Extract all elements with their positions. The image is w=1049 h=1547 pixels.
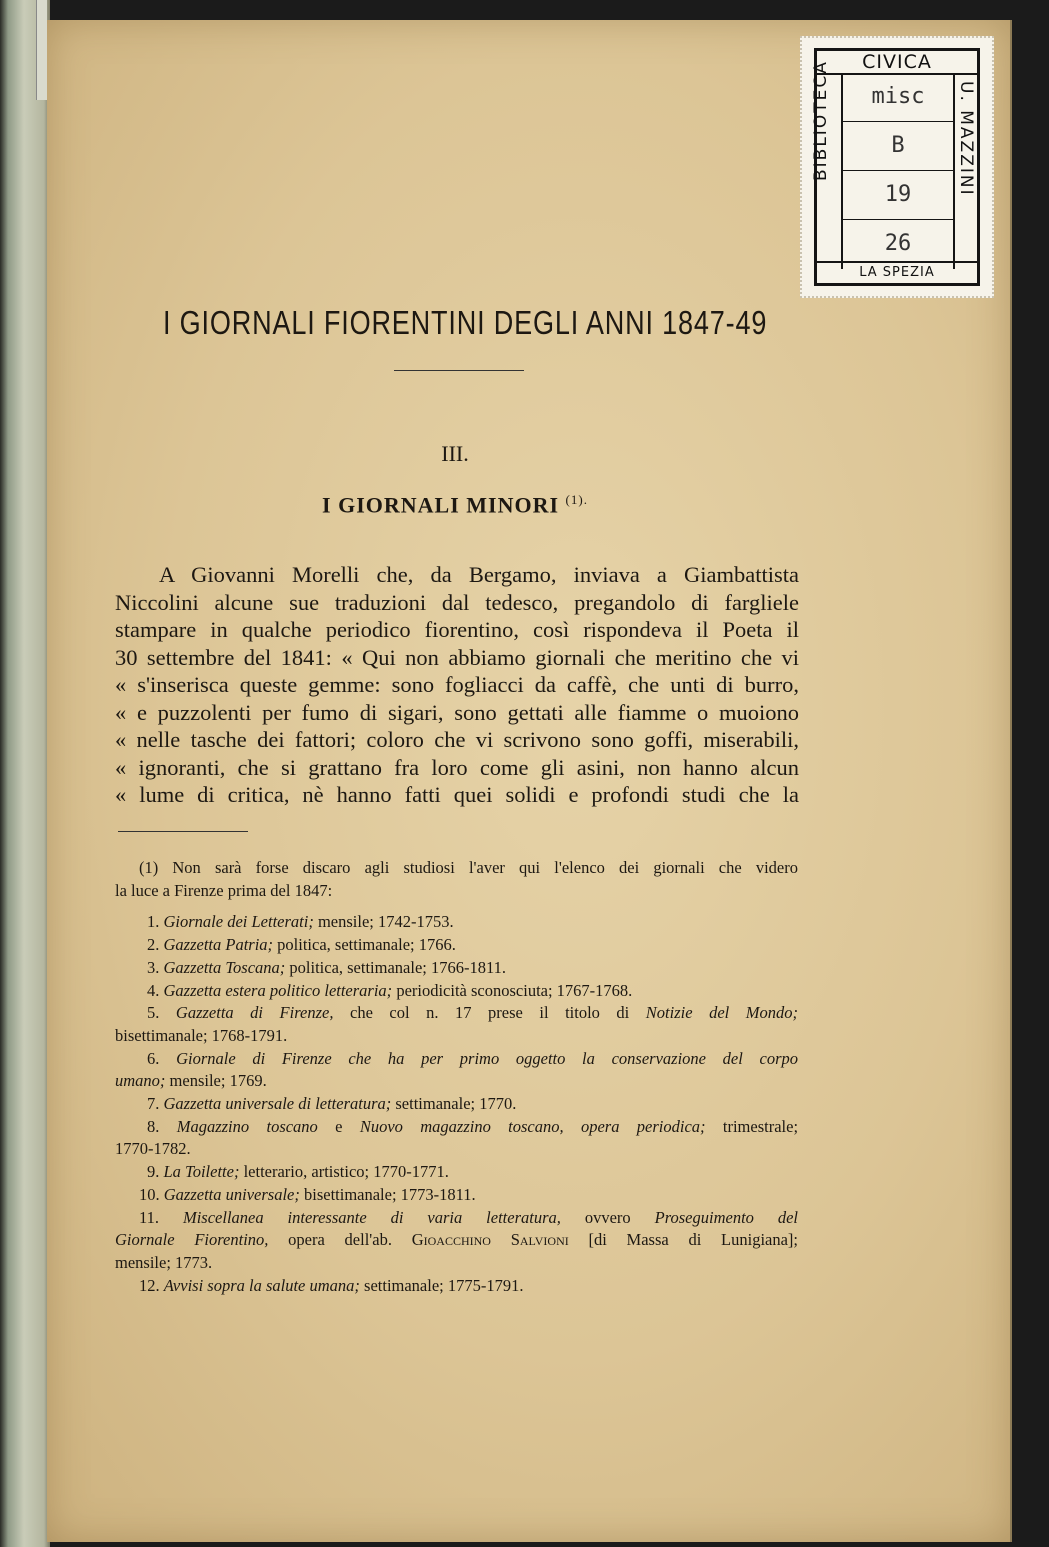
footnote-item bbox=[115, 1207, 798, 1230]
body-line: « lume di critica, nè hanno fatti quei solidi e profondi studi che la bbox=[115, 782, 799, 807]
item-details: mensile; 1742-1753. bbox=[313, 912, 454, 932]
footnote-item-continuation: mensile; 1773. bbox=[115, 1252, 213, 1272]
footnote-item bbox=[115, 1184, 798, 1207]
item-details: ovvero bbox=[560, 1207, 655, 1227]
item-title: Nuovo magazzino toscano, opera periodica; bbox=[359, 1116, 706, 1136]
body-line: 30 settembre del 1841: « Qui non abbiamo giornali che meritino che vi bbox=[115, 644, 799, 670]
item-details: e bbox=[317, 1116, 360, 1136]
page-title: I GIORNALI FIORENTINI DEGLI ANNI 1847-49 bbox=[163, 304, 768, 341]
item-title: Magazzino toscano bbox=[176, 1116, 318, 1136]
spine-label-strip bbox=[36, 0, 47, 100]
footnote-item bbox=[115, 1002, 798, 1025]
item-number: 12. bbox=[139, 1275, 160, 1295]
item-number: 1. bbox=[147, 912, 160, 932]
body-line: « s'inserisca queste gemme: sono fogliacci da caffè, che unti di burro, bbox=[115, 672, 799, 697]
item-details: periodicità sconosciuta; 1767-1768. bbox=[392, 980, 633, 1000]
stamp-biblioteca: BIBLIOTECA bbox=[811, 60, 831, 181]
item-details: politica, settimanale; 1766. bbox=[273, 935, 456, 955]
item-title: Notizie del Mondo; bbox=[645, 1003, 799, 1023]
item-title: Gazzetta universale di letteratura; bbox=[163, 1094, 392, 1114]
item-title: Gazzetta universale; bbox=[163, 1184, 300, 1204]
part-number: III. bbox=[441, 441, 469, 466]
footnote-item-continuation: 1770-1782. bbox=[115, 1139, 191, 1159]
item-title: umano; bbox=[115, 1071, 166, 1091]
book-spine bbox=[0, 0, 50, 1547]
footnote-item bbox=[115, 957, 798, 980]
item-title: Avvisi sopra la salute umana; bbox=[163, 1275, 360, 1295]
item-title: Proseguimento del bbox=[654, 1207, 799, 1227]
item-title: Gazzetta Toscana; bbox=[163, 957, 286, 977]
footnote-intro-line: la luce a Firenze prima del 1847: bbox=[115, 880, 333, 900]
item-details: mensile; 1769. bbox=[165, 1071, 267, 1091]
item-details: settimanale; 1775-1791. bbox=[359, 1275, 524, 1295]
body-line: « e puzzolenti per fumo di sigari, sono gettati alle fiamme o muoiono bbox=[115, 699, 799, 725]
item-details: trimestrale; bbox=[705, 1116, 799, 1136]
body-line: « ignoranti, che si grattano fra loro come gli asini, non hanno alcun bbox=[115, 754, 799, 780]
body-line: « nelle tasche dei fattori; coloro che vi scrivono sono goffi, miserabili, bbox=[115, 727, 799, 752]
item-details: letterario, artistico; 1770-1771. bbox=[239, 1162, 449, 1182]
item-title: La Toilette; bbox=[163, 1162, 240, 1182]
item-title: Gazzetta di Firenze, bbox=[175, 1003, 334, 1023]
library-stamp bbox=[800, 36, 994, 298]
stamp-frame bbox=[811, 48, 980, 286]
footnote-item bbox=[115, 980, 798, 1003]
item-number: 7. bbox=[147, 1094, 160, 1114]
footnote-item bbox=[115, 1048, 798, 1071]
item-title: Giornale Fiorentino, bbox=[115, 1230, 269, 1250]
item-title: Gazzetta estera politico letteraria; bbox=[163, 980, 393, 1000]
item-details: che col n. 17 prese il titolo di bbox=[333, 1003, 646, 1023]
footnotes bbox=[115, 857, 798, 1297]
section-footnote-mark: (1). bbox=[565, 492, 588, 507]
item-title: Giornale dei Letterati; bbox=[163, 912, 314, 932]
stamp-cell-section: B bbox=[843, 122, 953, 171]
title-divider bbox=[394, 370, 524, 371]
item-details: settimanale; 1770. bbox=[391, 1094, 517, 1114]
section-title-text: I GIORNALI MINORI bbox=[322, 492, 560, 518]
item-title: Gazzetta Patria; bbox=[163, 935, 274, 955]
stamp-mazzini: U. MAZZINI bbox=[956, 81, 976, 197]
stamp-city: LA SPEZIA bbox=[817, 261, 977, 283]
item-number: 10. bbox=[139, 1184, 160, 1204]
item-number: 9. bbox=[147, 1162, 160, 1182]
footnote-item bbox=[115, 1275, 798, 1298]
item-title: Miscellanea interessante di varia letteratura, bbox=[182, 1207, 561, 1227]
body-line: stampare in qualche periodico fiorentino, così rispondeva il Poeta il bbox=[115, 617, 799, 642]
item-number: 6. bbox=[147, 1048, 160, 1068]
footnote-item bbox=[115, 934, 798, 957]
item-details: opera dell'ab. bbox=[268, 1230, 412, 1250]
body-paragraph bbox=[115, 561, 799, 809]
footnote-item bbox=[115, 911, 798, 934]
footnote-divider bbox=[118, 831, 248, 832]
section-heading bbox=[250, 492, 660, 518]
stamp-shelfmark bbox=[841, 73, 955, 269]
stamp-cell-shelf: 19 bbox=[843, 171, 953, 220]
stamp-civica: CIVICA bbox=[817, 51, 977, 75]
item-number: 3. bbox=[147, 957, 160, 977]
item-author: Gioacchino Salvioni bbox=[411, 1230, 569, 1250]
item-number: 8. bbox=[147, 1116, 160, 1136]
body-line: Niccolini alcune sue traduzioni dal tedesco, pregandolo di fargliele bbox=[115, 589, 799, 615]
footnote-item bbox=[115, 1161, 798, 1184]
item-details: politica, settimanale; 1766-1811. bbox=[285, 957, 506, 977]
item-number: 11. bbox=[139, 1207, 160, 1227]
footnote-intro-line: (1) Non sarà forse discaro agli studiosi l'aver qui l'elenco dei giornali che videro bbox=[139, 858, 798, 877]
body-line: A Giovanni Morelli che, da Bergamo, inviava a Giambattista bbox=[159, 562, 799, 587]
item-details: [di Massa di Lunigiana]; bbox=[568, 1230, 799, 1250]
footnote-item-continuation bbox=[115, 1070, 798, 1093]
stamp-cell-misc: misc bbox=[843, 73, 953, 122]
item-number: 4. bbox=[147, 980, 160, 1000]
item-number: 2. bbox=[147, 935, 160, 955]
item-number: 5. bbox=[147, 1003, 160, 1023]
item-details: bisettimanale; 1773-1811. bbox=[299, 1184, 476, 1204]
item-title: Giornale di Firenze che ha per primo oggetto la conservazione del corpo bbox=[176, 1048, 798, 1068]
footnote-item bbox=[115, 1116, 798, 1139]
footnote-item-continuation: bisettimanale; 1768-1791. bbox=[115, 1025, 288, 1045]
stamp-cell-number: 26 bbox=[884, 231, 912, 256]
footnote-item-continuation bbox=[115, 1229, 798, 1252]
footnote-item bbox=[115, 1093, 798, 1116]
